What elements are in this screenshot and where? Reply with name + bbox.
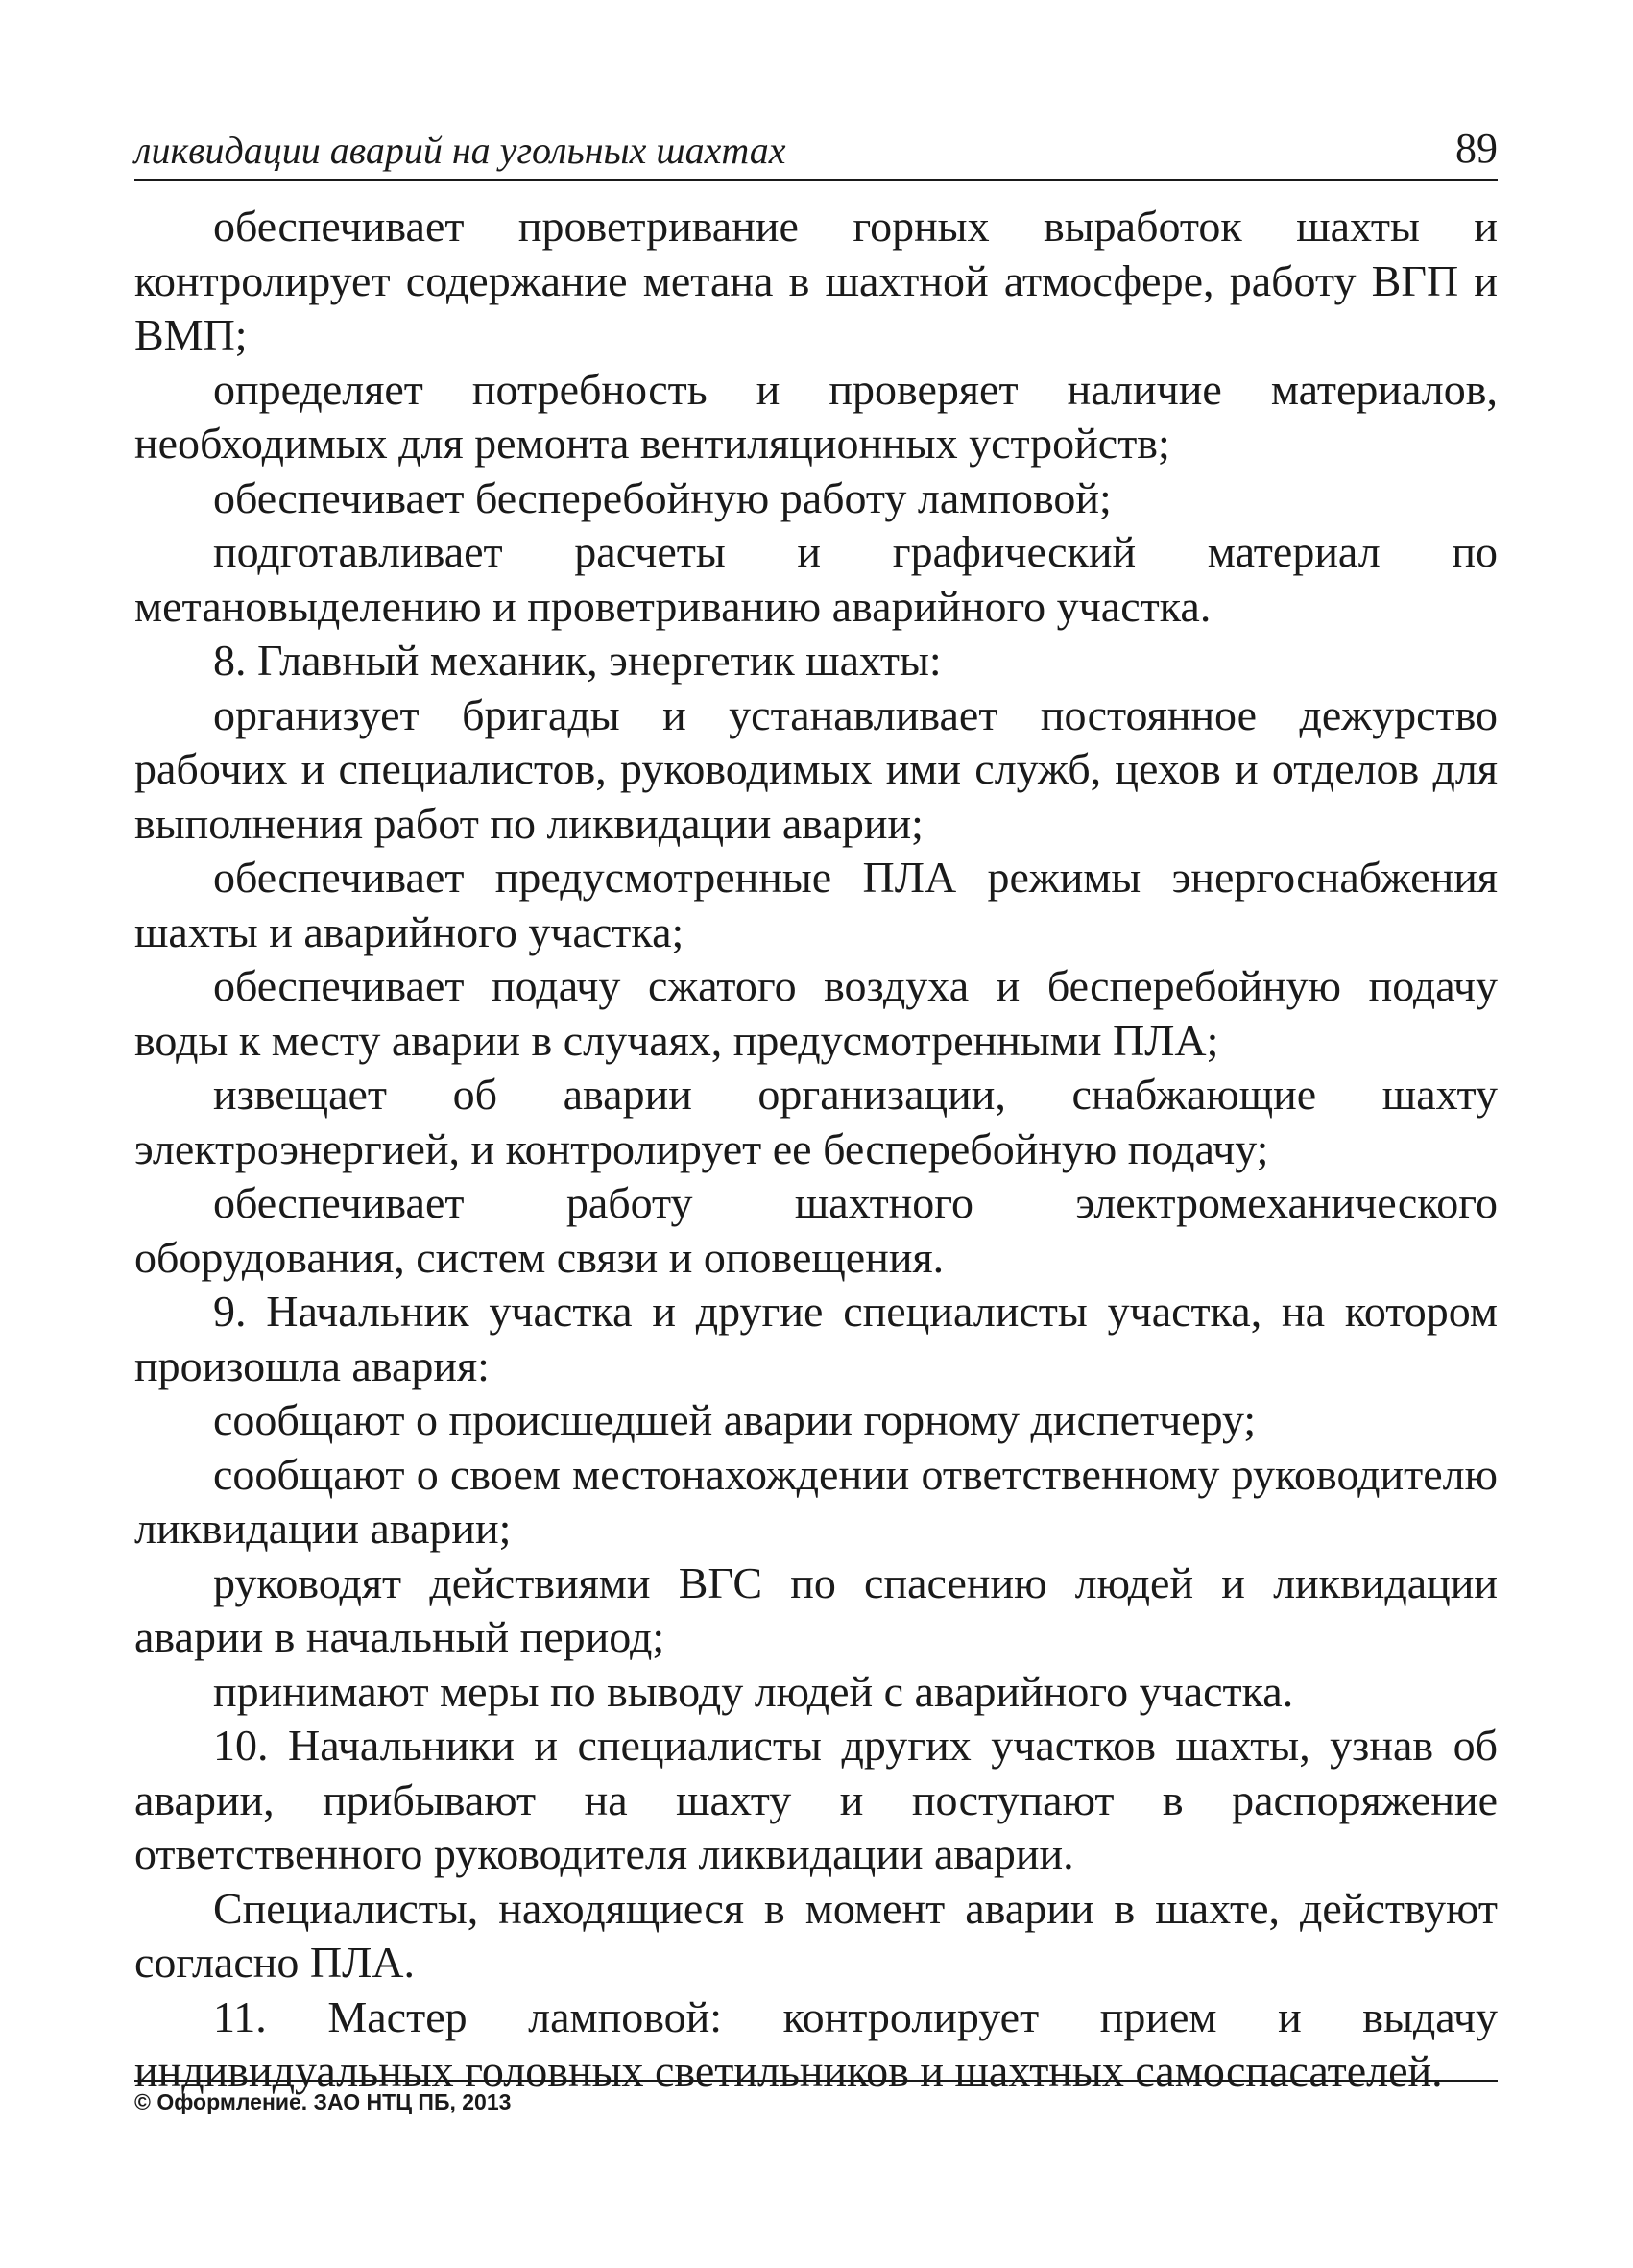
section-heading-8: 8. Главный механик, энергетик шахты: (213, 636, 942, 685)
running-title: ликвидации аварий на угольных шахтах (134, 129, 786, 172)
paragraph: Специалисты, находящиеся в момент аварии в шахте, действуют согласно ПЛА. (134, 1883, 1498, 1987)
paragraph: извещает об аварии организации, снабжающие шахту электроэнергией, и контролирует ее бесперебойную подачу; (134, 1070, 1498, 1173)
section-heading-11: 11. Мастер ламповой: контролирует прием и выдачу индивидуальных головных светильников и шахтных самоспасателей. (134, 1991, 1498, 2095)
paragraph: сообщают о происшедшей аварии горному диспетчеру; (213, 1395, 1257, 1444)
paragraph: подготавливает расчеты и графический материал по метановыделению и проветриванию аварийного участка. (134, 527, 1498, 631)
section-heading-10: 10. Начальники и специалисты других участков шахты, узнав об аварии, прибывают на шахту и поступают в распоряжение ответственного руководителя ликвидации аварии. (134, 1721, 1498, 1878)
page-number: 89 (1455, 125, 1498, 172)
page-header (134, 123, 1498, 181)
page-footer (134, 2080, 1498, 2115)
paragraph: определяет потребность и проверяет наличие материалов, необходимых для ремонта вентиляционных устройств; (134, 364, 1498, 468)
section-heading-9: 9. Начальник участка и другие специалисты участка, на котором произошла авария: (134, 1287, 1498, 1390)
body-text (134, 200, 1498, 2099)
paragraph: руководят действиями ВГС по спасению людей и ликвидации аварии в начальный период; (134, 1557, 1498, 1661)
paragraph: организует бригады и устанавливает постоянное дежурство рабочих и специалистов, руководимых ими служб, цехов и отделов для выполнения работ по ликвидации аварии; (134, 689, 1498, 848)
paragraph: обеспечивает бесперебойную работу ламповой; (213, 472, 1112, 522)
paragraph: обеспечивает работу шахтного электромеханического оборудования, систем связи и оповещения. (134, 1178, 1498, 1282)
paragraph: сообщают о своем местонахождении ответственному руководителю ликвидации аварии; (134, 1449, 1498, 1553)
copyright-notice: © Оформление. ЗАО НТЦ ПБ, 2013 (134, 2089, 512, 2114)
paragraph: обеспечивает проветривание горных выработок шахты и контролирует содержание метана в шахтной атмосфере, работу ВГП и ВМП; (134, 202, 1498, 359)
paragraph: обеспечивает предусмотренные ПЛА режимы энергоснабжения шахты и аварийного участка; (134, 853, 1498, 956)
paragraph: обеспечивает подачу сжатого воздуха и бесперебойную подачу воды к месту аварии в случаях, предусмотренными ПЛА; (134, 961, 1498, 1065)
paragraph: принимают меры по выводу людей с аварийного участка. (213, 1666, 1294, 1716)
